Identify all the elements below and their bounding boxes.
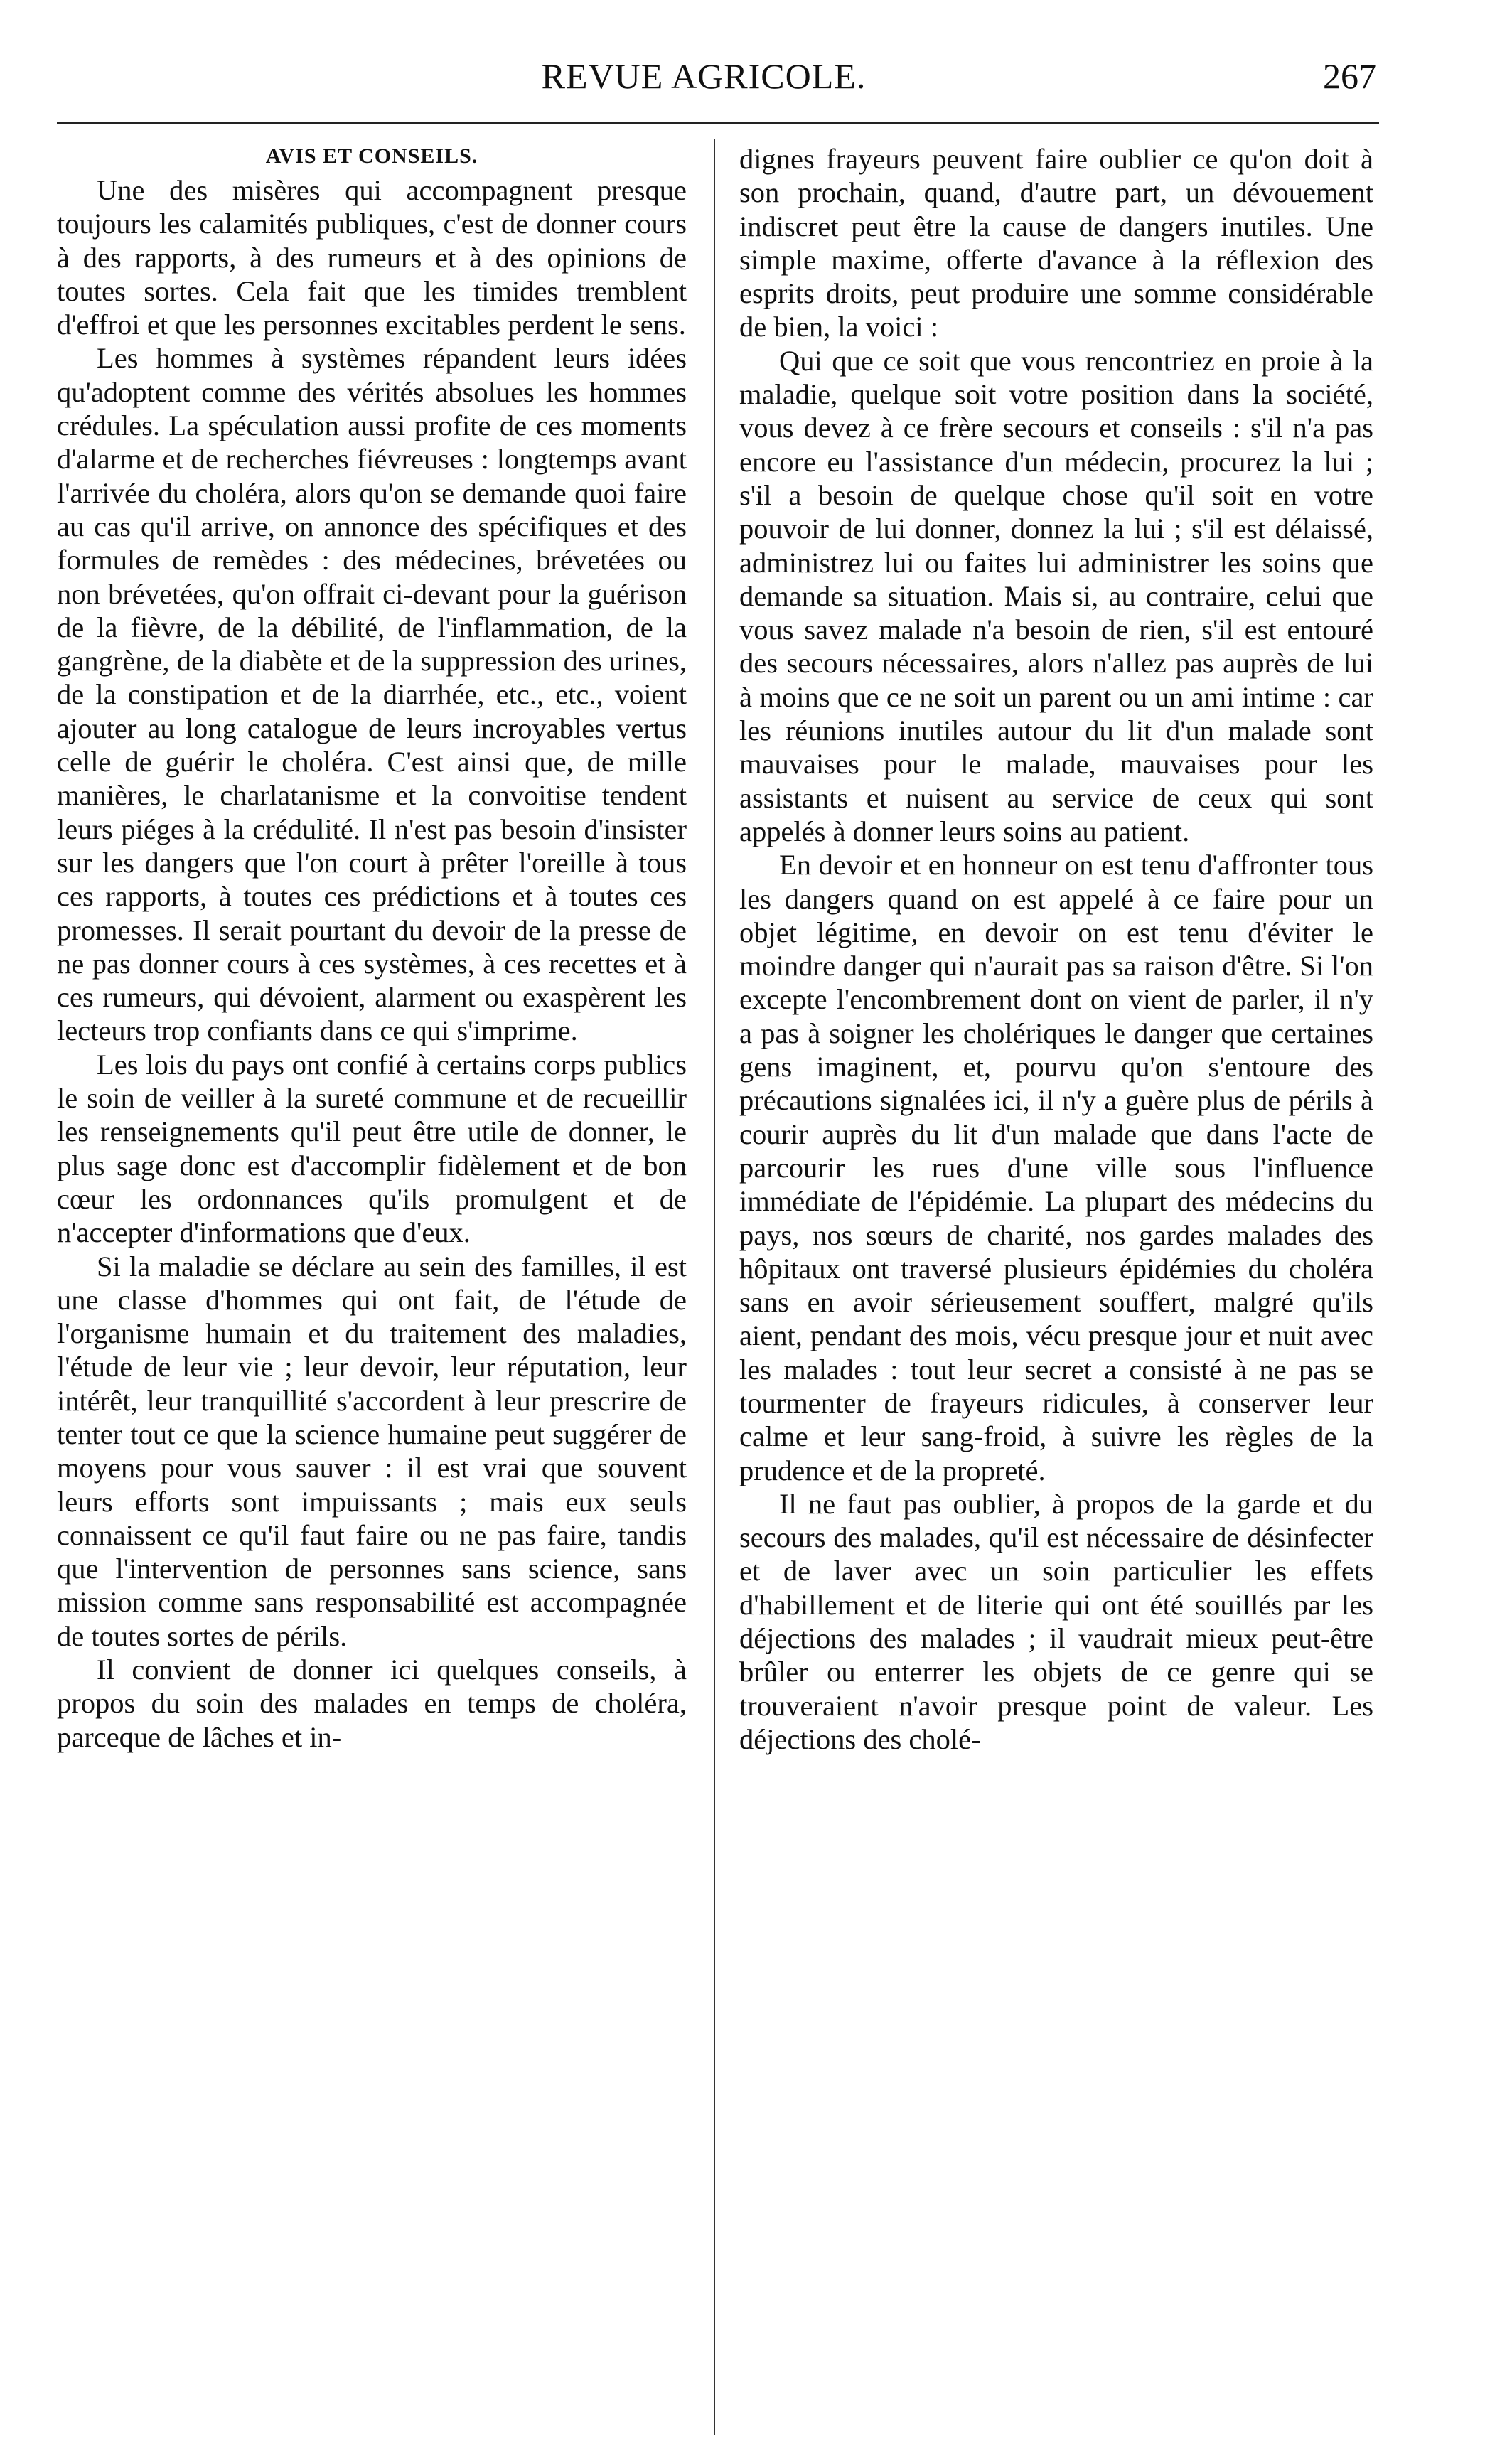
header-rule: [57, 122, 1379, 124]
column-divider: [714, 139, 715, 2435]
paragraph: Qui que ce soit que vous rencontriez en proie à la maladie, quelque soit votre position dans la société, vous devez à ce frère secours et conseils : s'il n'a pas encore eu l'assistance d'un médecin, procurez la lui ; s'il a besoin de quelque chose qu'il soit en votre pouvoir de lui donner, donnez la lui ; s'il est délaissé, administrez lui ou faites lui administrer les soins que demande sa situation. Mais si, au contraire, celui que vous savez malade n'a besoin de rien, s'il est entouré des secours nécessaires, alors n'allez pas auprès de lui à moins que ce ne soit un parent ou un ami intime : car les réunions inutiles autour du lit d'un malade sont mauvaises pour le malade, mauvaises pour les assistants et nuisent au service de ceux qui sont appelés à donner leurs soins au patient.: [739, 344, 1373, 847]
paragraph: Une des misères qui accompagnent presque toujours les calamités publiques, c'est de donner cours à des rapports, à des rumeurs et à des opinions de toutes sortes. Cela fait que les timides tremblent d'effroi et que les personnes excitables perdent le sens.: [57, 174, 687, 341]
paragraph: Les lois du pays ont confié à certains corps publics le soin de veiller à la sureté commune et de recueillir les renseignements qu'il peut être utile de donner, le plus sage donc est d'accomplir fidèlement et de bon cœur les ordonnances qu'ils promulgent et de n'accepter d'informations que d'eux.: [57, 1048, 687, 1249]
right-column: [739, 142, 1373, 1756]
running-head: [57, 55, 1376, 112]
paragraph: Il convient de donner ici quelques conseils, à propos du soin des malades en temps de choléra, parceque de lâches et in-: [57, 1654, 687, 1753]
section-title: AVIS ET CONSEILS.: [265, 144, 478, 168]
paragraph-continued: dignes frayeurs peuvent faire oublier ce qu'on doit à son prochain, quand, d'autre part, un dévouement indiscret peut être la cause de dangers inutiles. Une simple maxime, offerte d'avance à la réflexion des esprits droits, peut produire une somme considérable de bien, la voici :: [739, 143, 1373, 343]
paragraph: Les hommes à systèmes répandent leurs idées qu'adoptent comme des vérités absolues les hommes crédules. La spéculation aussi profite de ces moments d'alarme et de recherches fiévreuses : longtemps avant l'arrivée du choléra, alors qu'on se demande quoi faire au cas qu'il arrive, on annonce des spécifiques et des formules de remèdes : des médecines, brévetées ou non brévetées, qu'on offrait ci-devant pour la guérison de la fièvre, de la débilité, de l'inflammation, de la gangrène, de la diabète et de la suppression des urines, de la constipation et de la diarrhée, etc., etc., voient ajouter au long catalogue de leurs incroyables vertus celle de guérir le choléra. C'est ainsi que, de mille manières, le charlatanisme et la convoitise tendent leurs piéges à la crédulité. Il n'est pas besoin d'insister sur les dangers que l'on court à prêter l'oreille à tous ces rapports, à toutes ces prédictions et à toutes ces promesses. Il serait pourtant du devoir de la presse de ne pas donner cours à ces systèmes, à ces recettes et à ces rumeurs, qui dévoient, alarment ou exaspèrent les lecteurs trop confiants dans ce qui s'imprime.: [57, 342, 687, 1047]
left-column: [57, 142, 687, 1754]
page-number: 267: [1323, 56, 1376, 96]
paragraph: Si la maladie se déclare au sein des familles, il est une classe d'hommes qui ont fait, de l'étude de l'organisme humain et du traitement des maladies, l'étude de leur vie ; leur devoir, leur réputation, leur intérêt, leur tranquillité s'accordent à leur prescrire de tenter tout ce que la science humaine peut suggérer de moyens pour vous sauver : il est vrai que souvent leurs efforts sont impuissants ; mais eux seuls connaissent ce qu'il faut faire ou ne pas faire, tandis que l'intervention de personnes sans science, sans mission comme sans responsabilité est accompagnée de toutes sortes de périls.: [57, 1250, 687, 1652]
paragraph: En devoir et en honneur on est tenu d'affronter tous les dangers quand on est appelé à ce faire pour un objet légitime, en devoir on est tenu d'éviter le moindre danger qui n'aurait pas sa raison d'être. Si l'on excepte l'encombrement dont on vient de parler, il n'y a pas à soigner les cholériques le danger que certaines gens imaginent, et, pourvu qu'on s'entoure des précautions signalées ici, il n'y a guère plus de périls à courir auprès du lit d'un malade que dans l'acte de parcourir les rues d'une ville sous l'influence immédiate de l'épidémie. La plupart des médecins du pays, nos sœurs de charité, nos gardes malades des hôpitaux ont traversé plusieurs épidémies du choléra sans en avoir sérieusement souffert, malgré qu'ils aient, pendant des mois, vécu presque jour et nuit avec les malades : tout leur secret a consisté à ne pas se tourmenter de frayeurs ridicules, à conserver leur calme et leur sang-froid, à suivre les règles de la prudence et de la propreté.: [739, 849, 1373, 1486]
journal-title: REVUE AGRICOLE.: [541, 56, 867, 96]
paragraph: Il ne faut pas oublier, à propos de la garde et du secours des malades, qu'il est nécessaire de désinfecter et de laver avec un soin particulier les effets d'habillement et de literie qui ont été souillés par les déjections des malades ; il vaudrait mieux peut-être brûler ou enterrer les objets de ce genre qui se trouveraient n'avoir presque point de valeur. Les déjections des cholé-: [739, 1487, 1373, 1755]
